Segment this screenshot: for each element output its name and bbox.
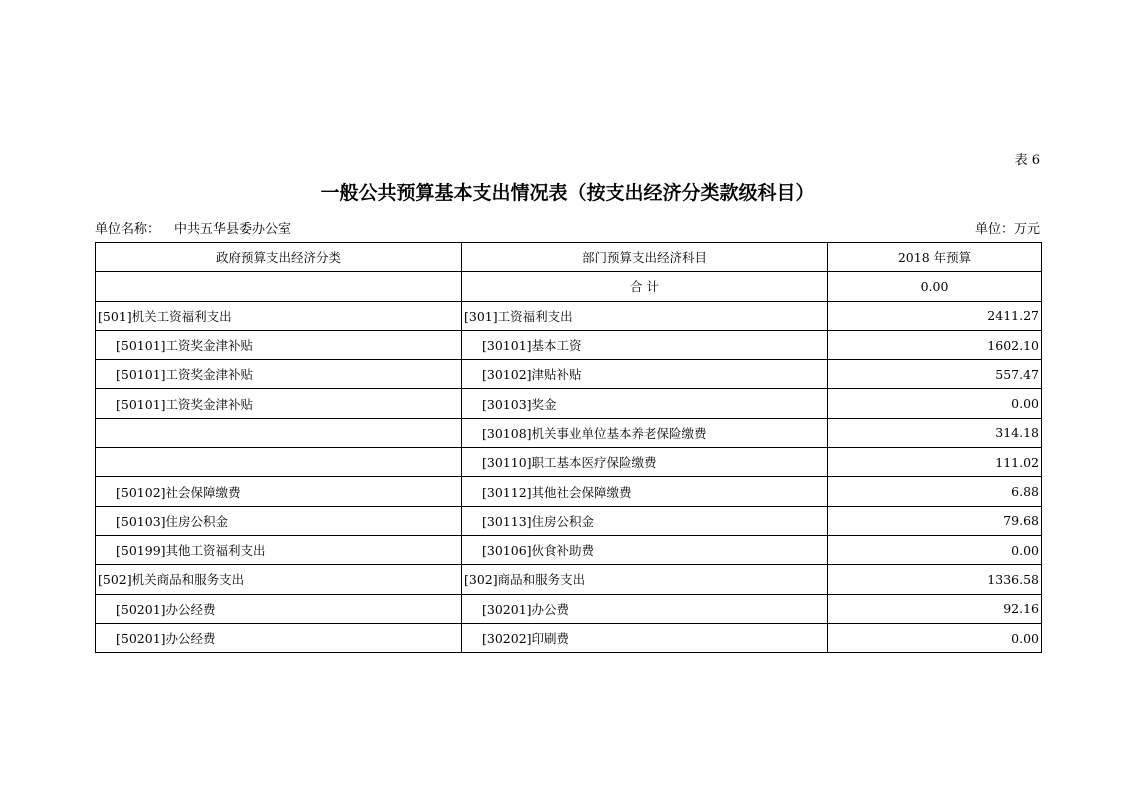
amount-cell: 92.16 (828, 594, 1042, 623)
table-row (96, 360, 1042, 389)
amount-cell: 111.02 (828, 448, 1042, 477)
table-row (96, 301, 1042, 330)
dept-subject-cell: [30201]办公费 (462, 594, 828, 623)
gov-classification-cell: [50101]工资奖金津补贴 (96, 330, 462, 359)
gov-classification-cell: [50101]工资奖金津补贴 (96, 389, 462, 418)
amount-cell: 1602.10 (828, 330, 1042, 359)
amount-cell: 1336.58 (828, 565, 1042, 594)
amount-cell: 2411.27 (828, 301, 1042, 330)
amount-cell: 0.00 (828, 535, 1042, 564)
table-row (96, 535, 1042, 564)
gov-classification-cell: [50201]办公经费 (96, 623, 462, 652)
header-budget-2018: 2018 年预算 (828, 243, 1042, 272)
gov-classification-cell (96, 448, 462, 477)
amount-cell: 0.00 (828, 623, 1042, 652)
gov-classification-cell: [50101]工资奖金津补贴 (96, 360, 462, 389)
total-label: 合 计 (462, 272, 828, 301)
gov-classification-cell: [501]机关工资福利支出 (96, 301, 462, 330)
gov-classification-cell: [50103]住房公积金 (96, 506, 462, 535)
dept-subject-cell: [30101]基本工资 (462, 330, 828, 359)
gov-classification-cell: [50201]办公经费 (96, 594, 462, 623)
gov-classification-cell: [50102]社会保障缴费 (96, 477, 462, 506)
amount-cell: 314.18 (828, 418, 1042, 447)
amount-cell: 557.47 (828, 360, 1042, 389)
dept-subject-cell: [30106]伙食补助费 (462, 535, 828, 564)
amount-cell: 79.68 (828, 506, 1042, 535)
unit-name-line (95, 218, 291, 237)
unit-name-label: 单位名称： (95, 222, 161, 237)
table-row (96, 477, 1042, 506)
dept-subject-cell: [30108]机关事业单位基本养老保险缴费 (462, 418, 828, 447)
dept-subject-cell: [30102]津贴补贴 (462, 360, 828, 389)
gov-classification-cell: [50199]其他工资福利支出 (96, 535, 462, 564)
total-value: 0.00 (828, 272, 1042, 301)
gov-classification-cell: [502]机关商品和服务支出 (96, 565, 462, 594)
page-title: 一般公共预算基本支出情况表（按支出经济分类款级科目） (320, 182, 815, 204)
header-dept-subject: 部门预算支出经济科目 (462, 243, 828, 272)
header-row (96, 243, 1042, 272)
amount-cell: 6.88 (828, 477, 1042, 506)
dept-subject-cell: [30112]其他社会保障缴费 (462, 477, 828, 506)
dept-subject-cell: [30110]职工基本医疗保险缴费 (462, 448, 828, 477)
dept-subject-cell: [301]工资福利支出 (462, 301, 828, 330)
total-empty-cell (96, 272, 462, 301)
total-row (96, 272, 1042, 301)
table-row (96, 565, 1042, 594)
table-row (96, 448, 1042, 477)
table-row (96, 418, 1042, 447)
table-row (96, 506, 1042, 535)
table-row (96, 330, 1042, 359)
currency-unit: 单位：万元 (974, 222, 1040, 237)
amount-cell: 0.00 (828, 389, 1042, 418)
dept-subject-cell: [30103]奖金 (462, 389, 828, 418)
table-row (96, 623, 1042, 652)
header-gov-classification: 政府预算支出经济分类 (96, 243, 462, 272)
table-row (96, 594, 1042, 623)
table-number: 表 6 (1014, 153, 1040, 168)
dept-subject-cell: [302]商品和服务支出 (462, 565, 828, 594)
gov-classification-cell (96, 418, 462, 447)
dept-subject-cell: [30202]印刷费 (462, 623, 828, 652)
table-row (96, 389, 1042, 418)
unit-name: 中共五华县委办公室 (174, 222, 292, 237)
dept-subject-cell: [30113]住房公积金 (462, 506, 828, 535)
budget-table (95, 242, 1042, 653)
